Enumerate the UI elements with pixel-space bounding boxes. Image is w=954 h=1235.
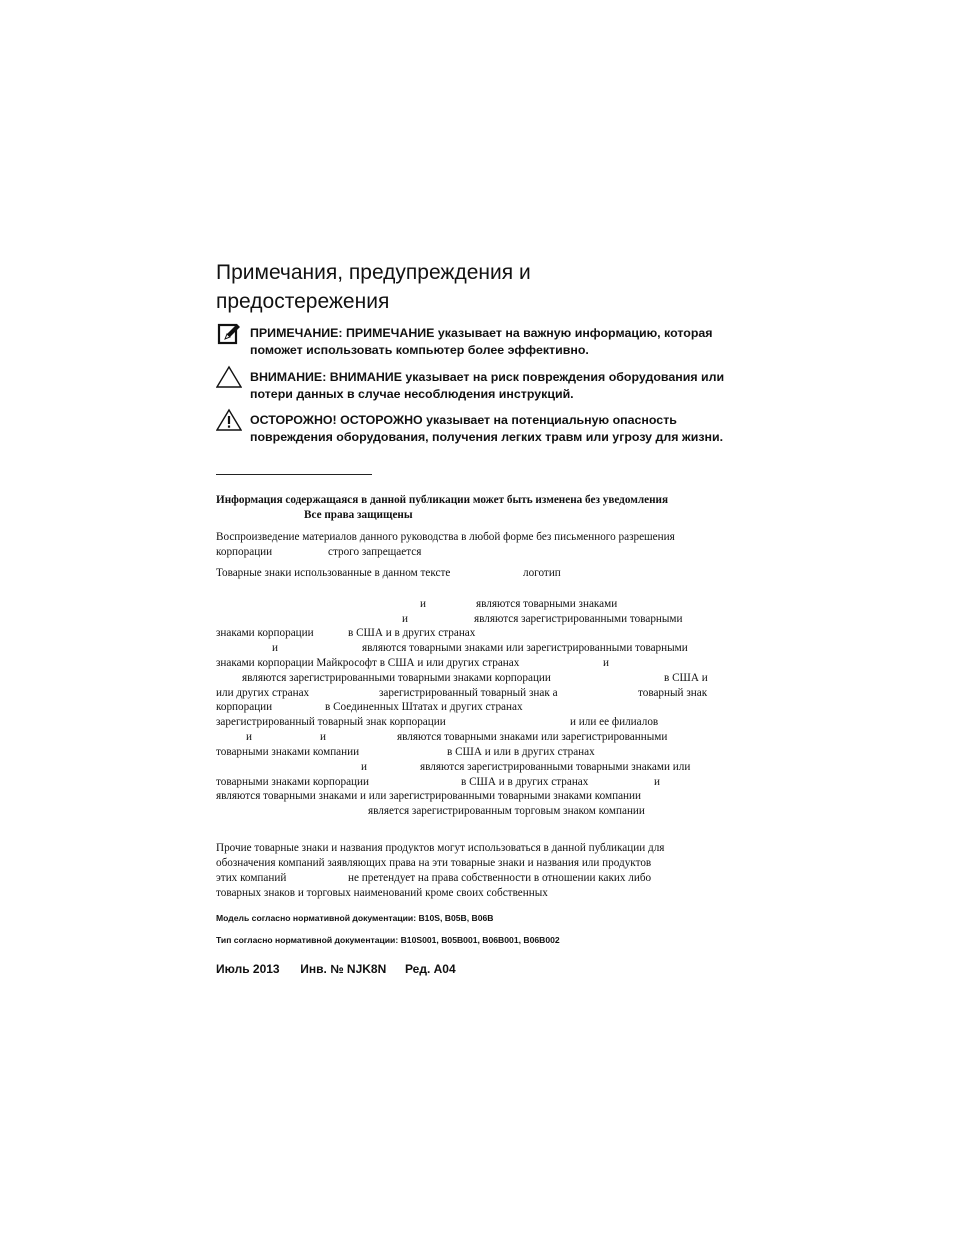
note-text-line-2: поможет использовать компьютер более эффективно. [250, 343, 589, 357]
other-line-3a: этих компаний [216, 872, 287, 884]
trademark-fragment: является зарегистрированным торговым знаком компании [368, 805, 645, 817]
other-line-1: Прочие товарные знаки и названия продуктов могут использоваться в данной публикации для [216, 842, 665, 854]
trademark-fragment: и [420, 598, 426, 610]
warning-callout [250, 412, 723, 446]
trademark-fragment: товарными знаками корпорации [216, 776, 370, 788]
trademark-fragment: и [272, 642, 278, 654]
other-line-2: обозначения компаний заявляющих права на эти товарные знаки и названия или продуктов [216, 857, 652, 869]
note-label: ПРИМЕЧАНИЕ: [250, 326, 343, 340]
trademark-fragment: и [246, 731, 252, 743]
trademark-fragment: зарегистрированный товарный знак корпорации [216, 716, 446, 728]
caution-text-line-1: ВНИМАНИЕ указывает на риск повреждения оборудования или [329, 370, 725, 384]
trademark-fragment: и [654, 776, 660, 788]
trademark-fragment: являются зарегистрированными товарными [474, 613, 683, 625]
trademark-fragment: являются товарными знаками или зарегистрированными [397, 731, 668, 743]
section-divider [216, 474, 372, 475]
legal-notice [216, 493, 668, 523]
footer-date: Июль 2013 [216, 962, 280, 976]
trademark-fragment: в Соединенных Штатах и других странах [325, 701, 523, 713]
trademark-fragment: в США и в других странах [461, 776, 589, 788]
reproduction-notice [216, 530, 675, 560]
page-title-line-2: предостережения [216, 290, 390, 313]
pencil-note-icon [216, 322, 242, 346]
warning-text-line-2: повреждения оборудования, получения легких травм или угрозу для жизни. [250, 430, 724, 444]
trademark-fragment: являются товарными знаками [476, 598, 618, 610]
warning-label: ОСТОРОЖНО! [250, 413, 337, 427]
trademark-fragment: и [361, 761, 367, 773]
reproduction-line-2b: строго запрещается [328, 546, 422, 558]
trademark-fragment: и [402, 613, 408, 625]
warning-text-line-1: ОСТОРОЖНО указывает на потенциальную опасность [340, 413, 677, 427]
trademark-fragment: и или ее филиалов [570, 716, 659, 728]
regulatory-type: Тип согласно нормативной документации: B10S001, B05B001, B06B001, B06B002 [216, 935, 560, 945]
trademark-fragment: являются товарными знаками и или зарегистрированными товарными знаками компании [216, 790, 641, 802]
trademark-fragment: в США и или в других странах [447, 746, 595, 758]
trademarks-intro-b: логотип [523, 567, 561, 579]
other-trademarks [216, 841, 664, 901]
page-title-line-1: Примечания, предупреждения и [216, 261, 531, 284]
trademark-fragment: зарегистрированный товарный знак а [379, 687, 558, 699]
rights-reserved: Все права защищены [304, 509, 413, 521]
caution-label: ВНИМАНИЕ: [250, 370, 327, 384]
other-line-3b: не претендует на права собственности в отношении каких либо [348, 872, 652, 884]
trademark-fragment: знаками корпорации Майкрософт в США и или других странах [216, 657, 520, 669]
trademark-fragment: в США и [664, 672, 708, 684]
trademark-fragment: или других странах [216, 687, 310, 699]
page-title [216, 258, 531, 316]
trademark-fragment: являются товарными знаками или зарегистрированными товарными [362, 642, 688, 654]
caution-triangle-icon [216, 365, 242, 389]
regulatory-model: Модель согласно нормативной документации: B10S, B05B, B06B [216, 913, 494, 923]
footer-revision: Ред. A04 [404, 962, 456, 976]
warning-exclamation-icon [216, 408, 242, 432]
caution-text-line-2: потери данных в случае несоблюдения инструкций. [250, 387, 574, 401]
footer-part-number: Инв. № NJK8N [300, 962, 387, 976]
trademark-fragment: товарными знаками компании [216, 746, 360, 758]
document-footer [216, 962, 456, 976]
trademark-fragment: корпорации [216, 701, 273, 713]
caution-callout [250, 369, 724, 403]
trademark-fragment: знаками корпорации [216, 627, 314, 639]
trademark-fragment: в США и в других странах [348, 627, 476, 639]
legal-notice-line-1: Информация содержащаяся в данной публикации может быть изменена без уведомления [216, 494, 669, 506]
note-callout [250, 325, 713, 359]
reproduction-line-1: Воспроизведение материалов данного руководства в любой форме без письменного разрешения [216, 531, 675, 543]
note-text-line-1: ПРИМЕЧАНИЕ указывает на важную информацию, которая [346, 326, 713, 340]
trademark-fragment: являются зарегистрированными товарными знаками корпорации [242, 672, 551, 684]
trademark-fragment: являются зарегистрированными товарными знаками или [420, 761, 691, 773]
other-line-4: товарных знаков и торговых наименований кроме своих собственных [216, 887, 548, 899]
reproduction-line-2a: корпорации [216, 546, 273, 558]
trademark-fragment: и [320, 731, 326, 743]
trademark-fragment: товарный знак [638, 687, 708, 699]
trademarks-intro-a: Товарные знаки использованные в данном тексте [216, 567, 451, 579]
trademark-fragment: и [603, 657, 609, 669]
